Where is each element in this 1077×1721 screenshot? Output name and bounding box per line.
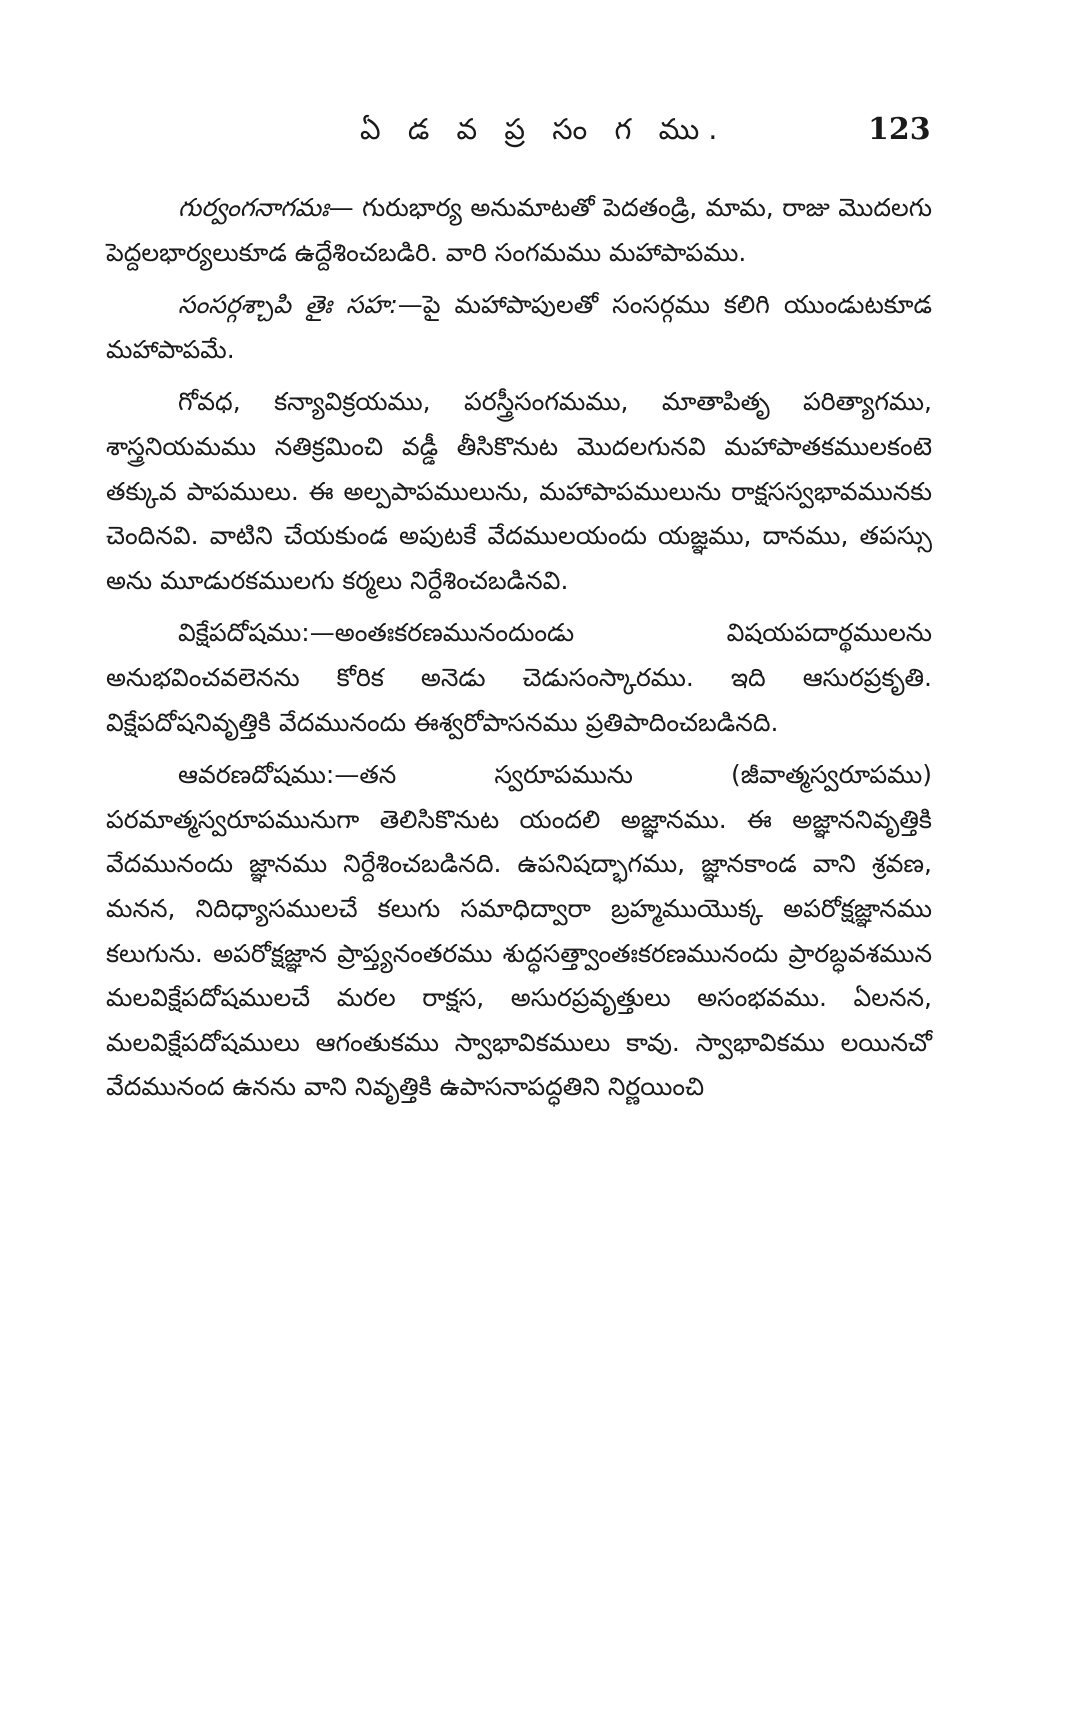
paragraph-text: గోవధ, కన్యావిక్రయము, పరస్త్రీసంగమము, మాతాపితృ పరిత్యాగము, శాస్త్రనియమము నతిక్రమించి వడ్డీ తీసికొనుట మొదలగునవి మహాపాతకములకంటె తక్కువ పాపములు. ఈ అల్పపాపములును, మహాపాపములును రాక్షసస్వభావమునకు చెందినవి. వాటిని చేయకుండ అపుటకే వేదములయందు యజ్ఞము, దానము, తపస్సు అను మూడురకములగు కర్మలు నిర్దేశించబడినవి. <box>106 387 932 595</box>
paragraph-lemma: విక్షేపదోషము: <box>178 618 310 648</box>
running-title: ఏ డ వ ప్ర సం గ ము. <box>360 112 727 146</box>
page-header <box>0 112 1077 162</box>
paragraph-avaranadosha <box>106 753 932 1110</box>
paragraph-gurvanganagama <box>106 186 932 275</box>
paragraph-text: —పై మహాపాపులతో సంసర్గము కలిగి యుండుటకూడ మహాపాపమే. <box>106 290 933 364</box>
page-body <box>106 186 932 1110</box>
paragraph-samsarga <box>106 283 932 372</box>
paragraph-text: — గురుభార్య అనుమాటతో పెదతండ్రి, మామ, రాజు మొదలగు పెద్దలభార్యలుకూడ ఉద్దేశించబడిరి. వారి సంగమము మహాపాపము. <box>106 193 932 267</box>
paragraph-text: —అంతఃకరణమునందుండు విషయపదార్థములను అనుభవించవలెనను కోరిక అనెడు చెడుసంస్కారము. ఇది ఆసురప్రకృతి. విక్షేపదోషనివృత్తికి వేదమునందు ఈశ్వరోపాసనము ప్రతిపాదించబడినది. <box>106 618 932 737</box>
paragraph-alpapapamulu <box>106 380 932 603</box>
paragraph-text: —తన స్వరూపమును (జీవాత్మస్వరూపము) పరమాత్మస్వరూపమునుగా తెలిసికొనుట యందలి అజ్ఞానము. ఈ అజ్ఞాననివృత్తికి వేదమునందు జ్ఞానము నిర్దేశించబడినది. ఉపనిషద్భాగము, జ్ఞానకాండ వాని శ్రవణ, మనన, నిదిధ్యాసములచే కలుగు సమాధిద్వారా బ్రహ్మముయొక్క అపరోక్షజ్ఞానము కలుగును. అపరోక్షజ్ఞాన ప్రాప్త్యనంతరము శుద్ధసత్త్వాంతఃకరణమునందు ప్రారబ్ధవశమున మలవిక్షేపదోషములచే మరల రాక్షస, అసురప్రవృత్తులు అసంభవము. ఏలనన, మలవిక్షేపదోషములు ఆగంతుకము స్వాభావికములు కావు. స్వాభావికము లయినచో వేదమునంద ఉనను వాని నివృత్తికి ఉపాసనాపద్ధతిని నిర్ణయించి <box>106 760 932 1102</box>
paragraph-lemma: ఆవరణదోషము: <box>178 760 335 790</box>
page-number: 123 <box>868 112 931 147</box>
paragraph-lemma: గుర్వంగనాగమః <box>178 193 329 222</box>
paragraph-lemma: సంసర్గశ్చాపి తైః సహ: <box>178 290 398 320</box>
paragraph-vikshepadosha <box>106 611 932 745</box>
